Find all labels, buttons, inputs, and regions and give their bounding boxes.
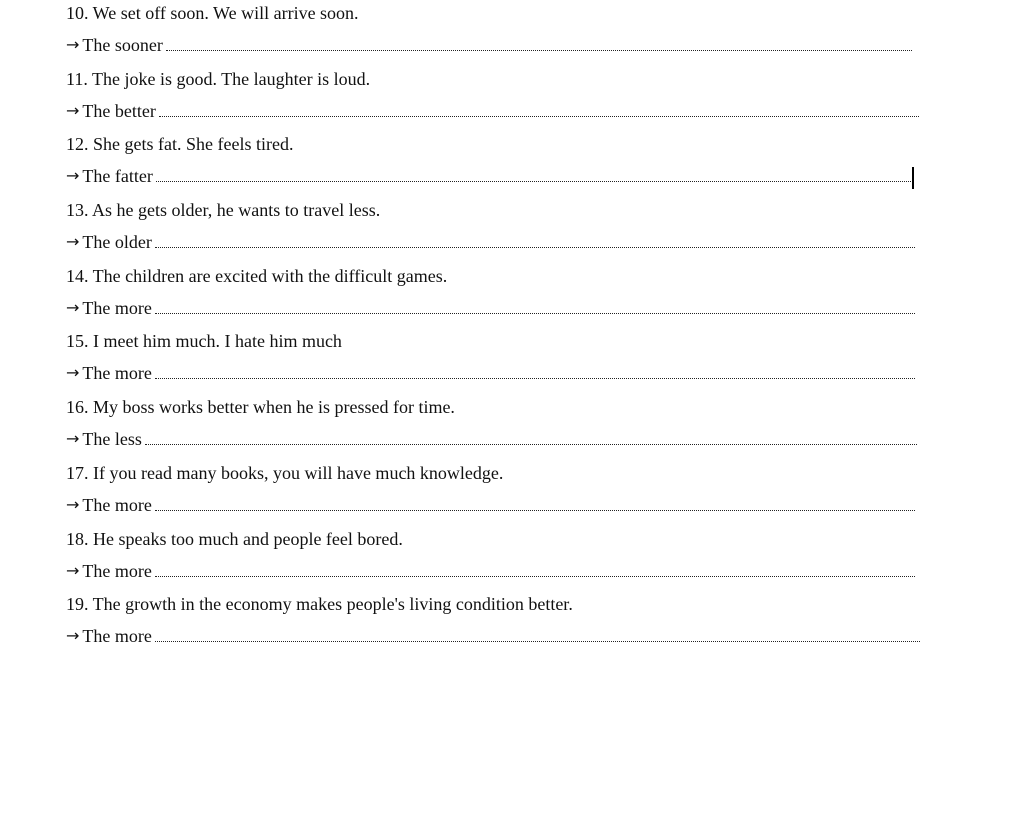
answer-prompt: The fatter <box>82 166 153 187</box>
answer-blank[interactable] <box>156 180 911 182</box>
answer-prompt: The more <box>82 297 152 318</box>
arrow-icon: → <box>66 429 80 449</box>
answer-line[interactable] <box>66 429 917 449</box>
exercise-item-19 <box>66 591 946 657</box>
question-text: 17. If you read many books, you will have much knowledge. <box>66 462 504 483</box>
answer-line[interactable] <box>66 495 915 515</box>
answer-prompt: The older <box>82 232 152 253</box>
question-text: 10. We set off soon. We will arrive soon. <box>66 3 359 23</box>
exercise-item-15 <box>66 328 946 394</box>
exercise-item-13 <box>66 197 946 263</box>
arrow-icon: → <box>66 35 80 54</box>
exercise-item-18 <box>66 526 946 592</box>
question-text: 19. The growth in the economy makes people's living condition better. <box>66 594 573 615</box>
answer-blank[interactable] <box>155 509 915 511</box>
answer-line[interactable] <box>66 363 915 383</box>
arrow-icon: → <box>66 363 80 383</box>
exercise-list <box>66 0 946 657</box>
exercise-item-11 <box>66 66 946 132</box>
answer-line[interactable] <box>66 232 915 252</box>
answer-prompt: The more <box>82 626 152 647</box>
question-text: 14. The children are excited with the difficult games. <box>66 265 448 286</box>
arrow-icon: → <box>66 626 80 646</box>
answer-blank[interactable] <box>145 443 917 445</box>
answer-blank[interactable] <box>155 575 915 577</box>
arrow-icon: → <box>66 560 80 580</box>
answer-blank[interactable] <box>166 49 912 51</box>
answer-blank[interactable] <box>155 312 915 314</box>
answer-line[interactable] <box>66 35 912 55</box>
arrow-icon: → <box>66 166 80 186</box>
arrow-icon: → <box>66 232 80 252</box>
answer-prompt: The more <box>82 494 152 515</box>
question-text: 13. As he gets older, he wants to travel less. <box>66 200 381 221</box>
answer-line[interactable] <box>66 298 915 318</box>
exercise-item-14 <box>66 263 946 329</box>
answer-blank[interactable] <box>155 377 915 379</box>
answer-line[interactable] <box>66 626 920 646</box>
exercise-item-16 <box>66 394 946 460</box>
question-text: 16. My boss works better when he is pressed for time. <box>66 397 455 418</box>
question-text: 15. I meet him much. I hate him much <box>66 331 342 352</box>
question-text: 18. He speaks too much and people feel bored. <box>66 528 403 549</box>
exercise-item-12 <box>66 131 946 197</box>
answer-blank[interactable] <box>155 640 920 642</box>
answer-prompt: The sooner <box>82 35 163 55</box>
text-cursor <box>912 167 914 189</box>
answer-prompt: The more <box>82 560 152 581</box>
question-text: 11. The joke is good. The laughter is loud. <box>66 68 371 89</box>
question-text: 12. She gets fat. She feels tired. <box>66 134 294 155</box>
answer-line[interactable] <box>66 166 914 186</box>
answer-line[interactable] <box>66 101 919 121</box>
answer-line[interactable] <box>66 561 915 581</box>
answer-blank[interactable] <box>155 246 915 248</box>
answer-prompt: The less <box>82 429 142 450</box>
answer-blank[interactable] <box>159 115 919 117</box>
exercise-item-17 <box>66 460 946 526</box>
answer-prompt: The better <box>82 100 156 121</box>
arrow-icon: → <box>66 100 80 120</box>
exercise-item-10 <box>66 0 946 66</box>
arrow-icon: → <box>66 494 80 514</box>
answer-prompt: The more <box>82 363 152 384</box>
arrow-icon: → <box>66 297 80 317</box>
